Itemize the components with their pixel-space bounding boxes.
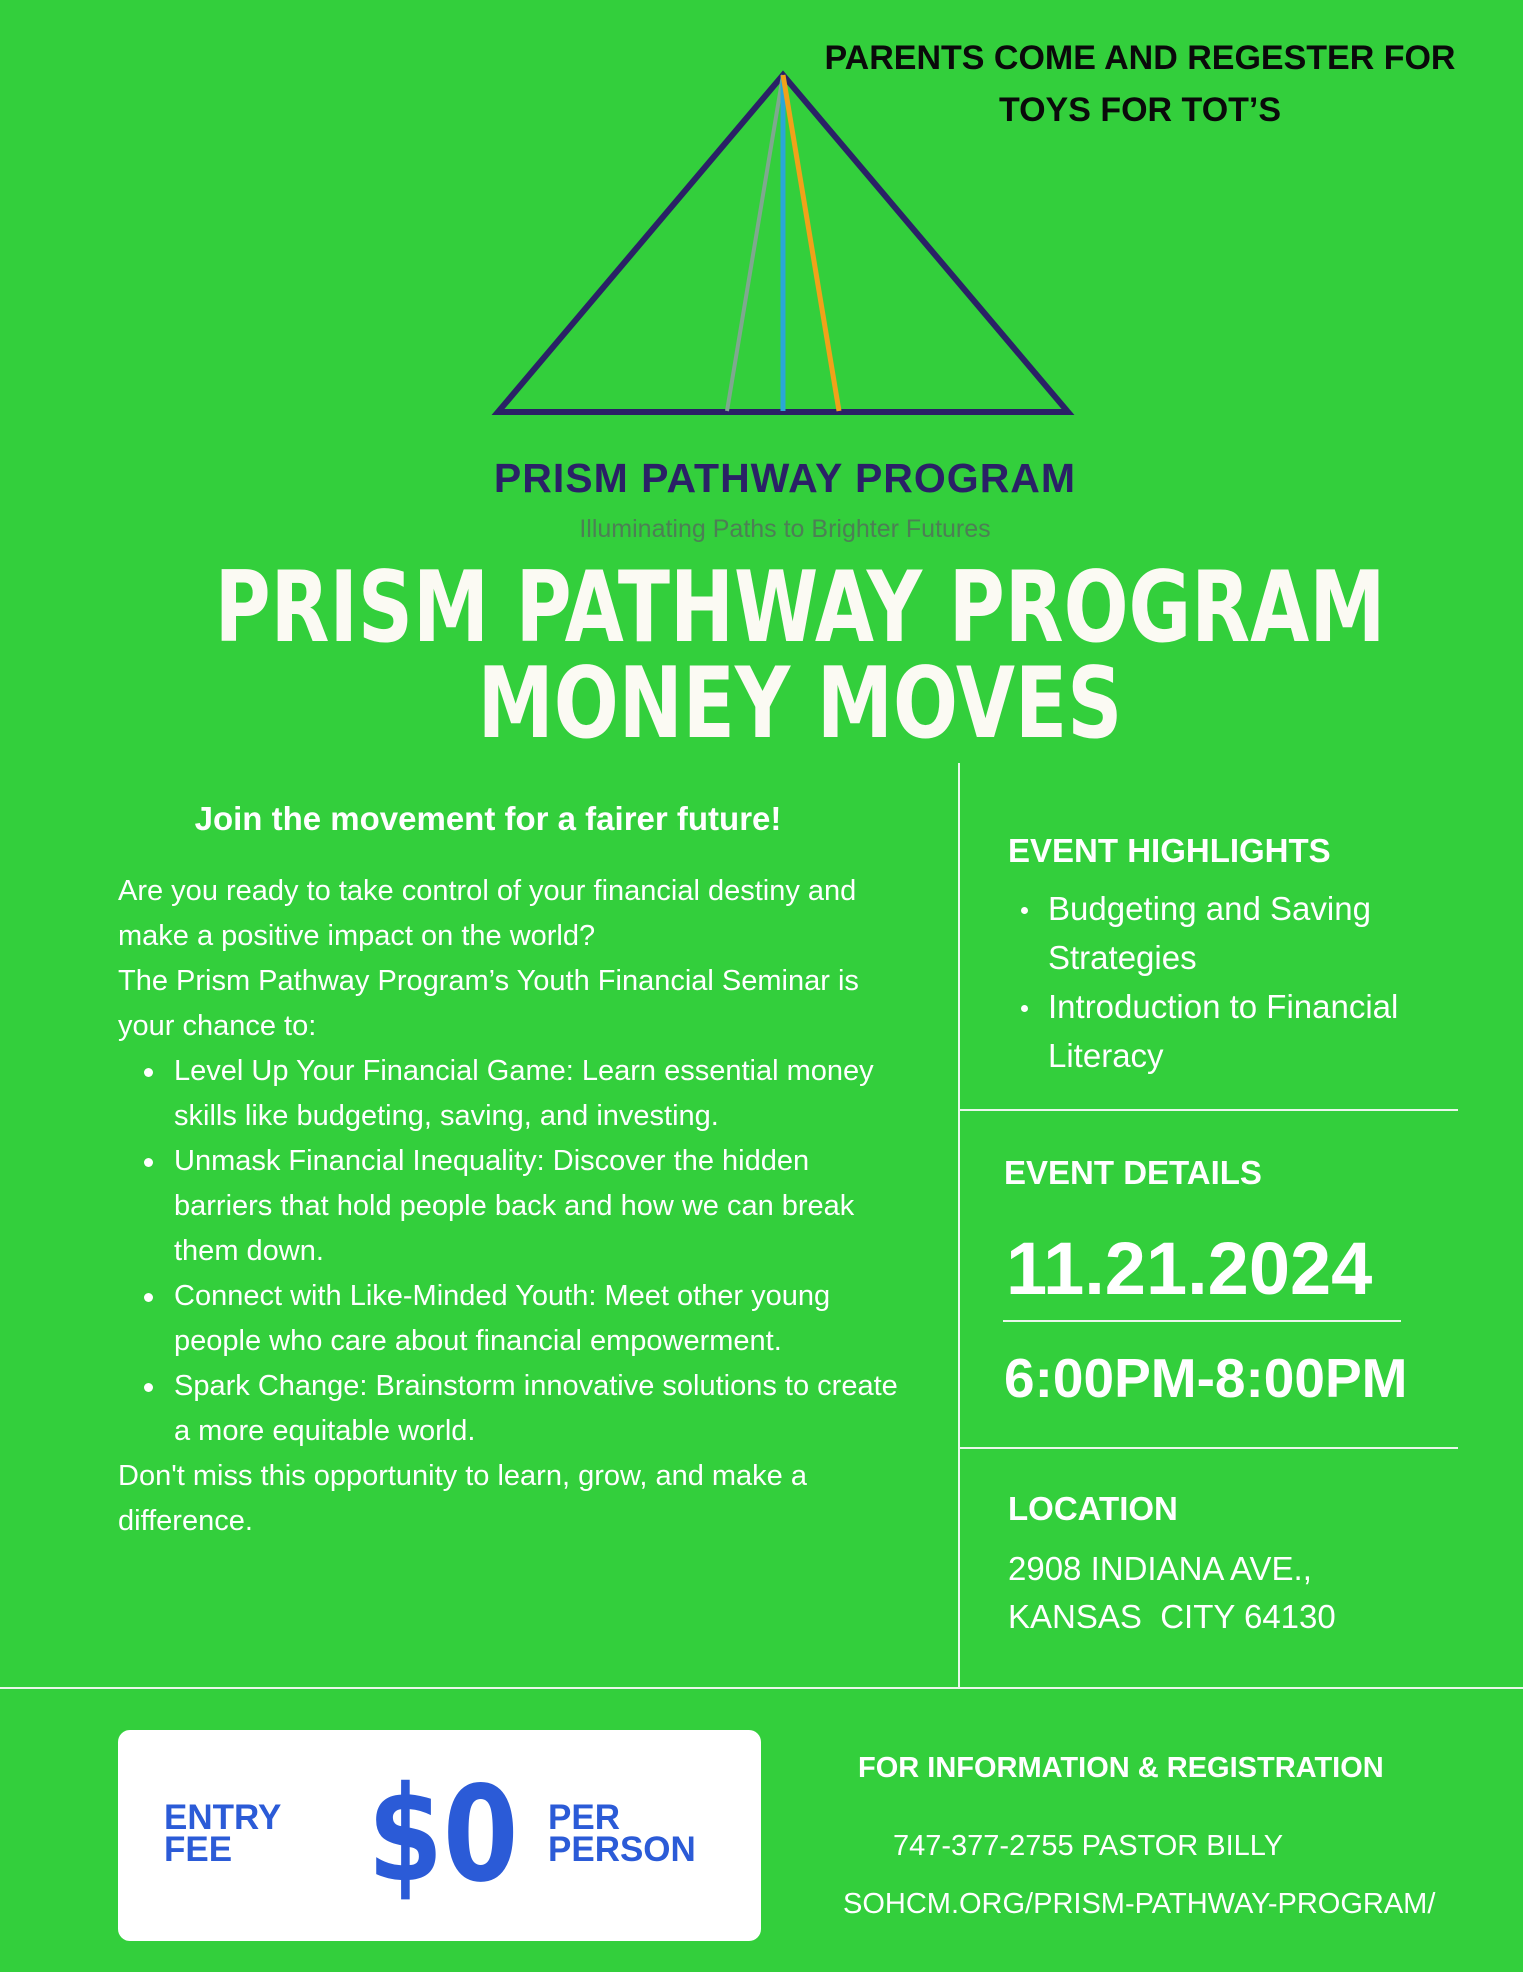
- headline-line-1: PRISM PATHWAY PROGRAM: [214, 551, 1386, 665]
- benefit-item: Connect with Like-Minded Youth: Meet other young people who care about financial empowerment.: [118, 1274, 898, 1364]
- intro-text: [118, 869, 898, 1049]
- event-highlights-list: [1008, 884, 1478, 1080]
- event-time: 6:00PM-8:00PM: [1004, 1347, 1408, 1409]
- benefit-item: Spark Change: Brainstorm innovative solutions to create a more equitable world.: [118, 1364, 898, 1454]
- contact-phone: 747-377-2755 PASTOR BILLY: [893, 1830, 1284, 1862]
- fee-amount: $0: [367, 1758, 519, 1912]
- event-date: 11.21.2024: [1006, 1227, 1373, 1310]
- logo-tagline: Illuminating Paths to Brighter Futures: [579, 515, 991, 543]
- toys-notice-line-1: PARENTS COME AND REGESTER FOR: [824, 39, 1456, 77]
- address-line-2: KANSAS CITY 64130: [1008, 1598, 1336, 1635]
- intro-paragraph-1: Are you ready to take control of your financial destiny and make a positive impact on the world?: [118, 875, 857, 952]
- prism-ray-orange: [783, 75, 839, 411]
- location-heading: LOCATION: [1008, 1490, 1178, 1527]
- highlight-item: Introduction to Financial Literacy: [1008, 982, 1478, 1080]
- headline-line-2: MONEY MOVES: [477, 647, 1123, 761]
- entry-label: ENTRY: [164, 1798, 282, 1837]
- per-person-label: [548, 1798, 696, 1869]
- logo-title: PRISM PATHWAY PROGRAM: [493, 455, 1077, 501]
- benefit-item: Unmask Financial Inequality: Discover the hidden barriers that hold people back and how we can break them down.: [118, 1139, 898, 1274]
- info-registration-heading: FOR INFORMATION & REGISTRATION: [858, 1752, 1384, 1784]
- toys-notice-line-2: TOYS FOR TOT’S: [998, 91, 1282, 129]
- movement-tagline: Join the movement for a fairer future!: [194, 800, 782, 837]
- seminar-description: [118, 795, 898, 1544]
- prism-ray-gray: [727, 75, 783, 411]
- date-underline: [1003, 1320, 1401, 1322]
- fee-label: FEE: [164, 1830, 233, 1869]
- address-line-1: 2908 INDIANA AVE.,: [1008, 1550, 1312, 1587]
- registration-url: SOHCM.ORG/PRISM-PATHWAY-PROGRAM/: [843, 1888, 1436, 1920]
- per-label: PER: [548, 1798, 620, 1837]
- column-divider: [958, 763, 960, 1688]
- details-divider: [960, 1447, 1458, 1449]
- entry-fee-label: [164, 1798, 282, 1869]
- footer-divider: [0, 1687, 1523, 1689]
- seminar-benefits-list: [118, 1049, 898, 1454]
- highlight-item: Budgeting and Saving Strategies: [1008, 884, 1478, 982]
- prism-triangle-logo-icon: [490, 62, 1080, 422]
- event-highlights-heading: EVENT HIGHLIGHTS: [1008, 832, 1331, 869]
- person-label: PERSON: [548, 1830, 696, 1869]
- closing-text: Don't miss this opportunity to learn, grow, and make a difference.: [118, 1460, 807, 1537]
- benefit-item: Level Up Your Financial Game: Learn essential money skills like budgeting, saving, and investing.: [118, 1049, 898, 1139]
- intro-paragraph-2: The Prism Pathway Program’s Youth Financial Seminar is your chance to:: [118, 965, 859, 1042]
- entry-fee-card: [118, 1730, 761, 1941]
- highlights-divider: [960, 1109, 1458, 1111]
- event-details-heading: EVENT DETAILS: [1004, 1154, 1262, 1191]
